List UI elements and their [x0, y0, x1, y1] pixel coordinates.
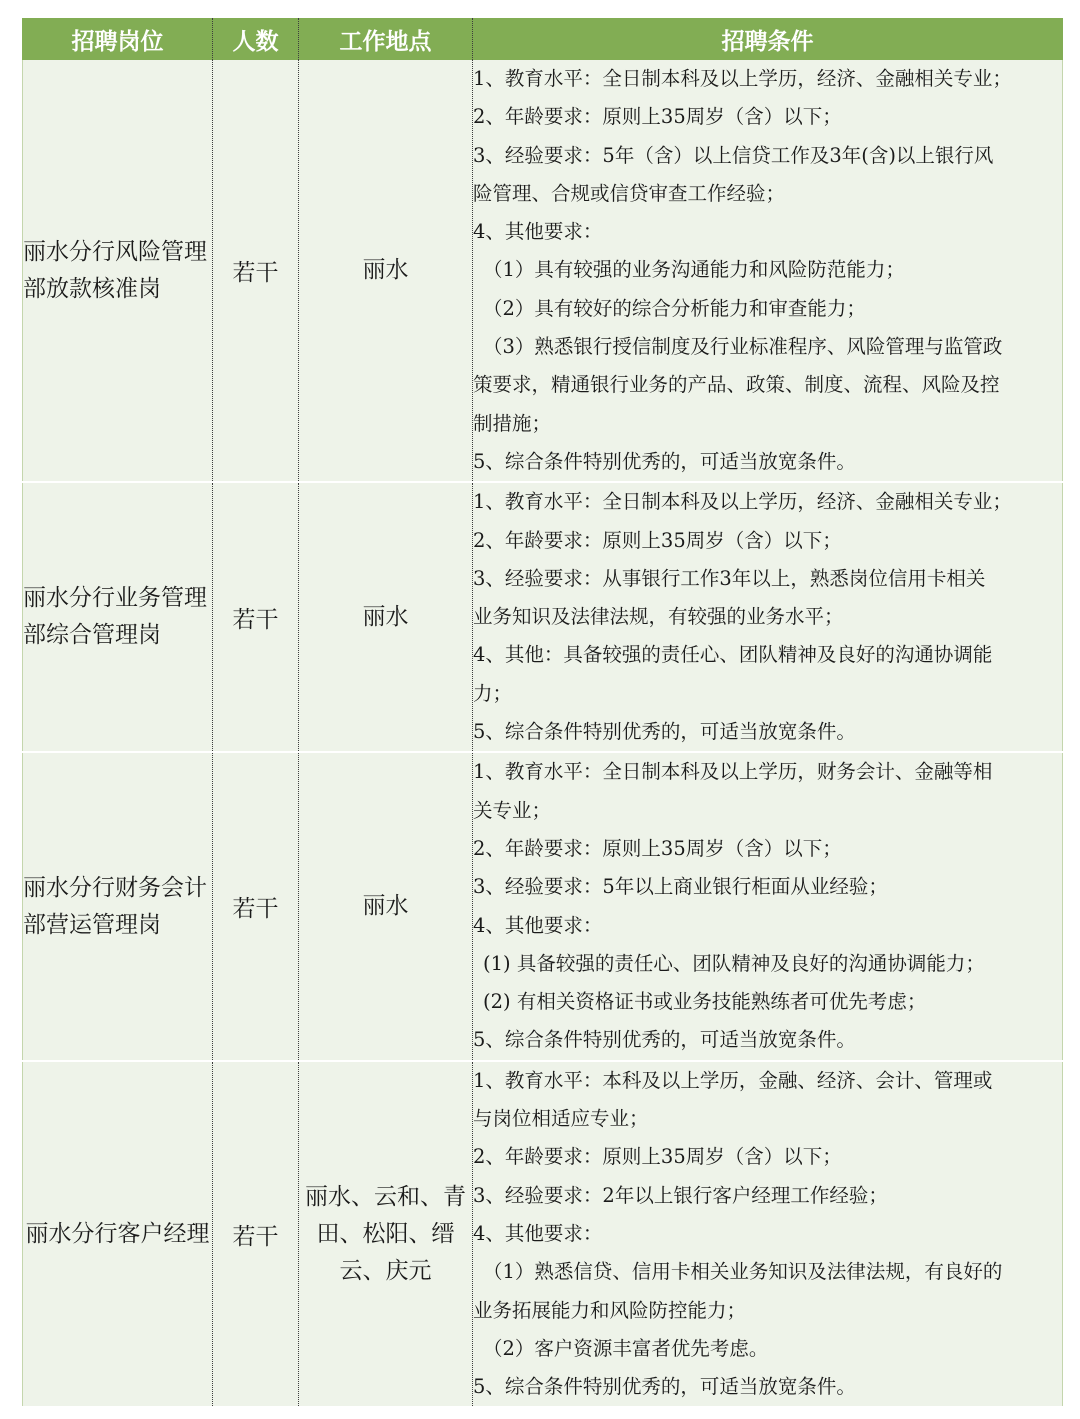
requirements-cell — [473, 1061, 1063, 1408]
header-position: 招聘岗位 — [23, 18, 213, 60]
header-count: 人数 — [213, 18, 299, 60]
table-row — [23, 60, 1063, 482]
location-cell: 丽水 — [299, 752, 473, 1060]
requirement-line: 2、年龄要求：原则上35周岁（含）以下； — [473, 528, 842, 552]
requirement-line: 4、其他要求： — [473, 1221, 603, 1245]
location-cell: 丽水 — [299, 482, 473, 752]
requirement-line: 2、年龄要求：原则上35周岁（含）以下； — [473, 1145, 842, 1169]
requirement-line: 制措施； — [473, 411, 552, 435]
table-row — [23, 1061, 1063, 1408]
requirement-line: 2、年龄要求：原则上35周岁（含）以下； — [473, 836, 842, 860]
location-cell: 丽水 — [299, 60, 473, 482]
location-cell: 丽水、云和、青田、松阳、缙云、庆元 — [299, 1061, 473, 1408]
requirement-line: 策要求，精通银行业务的产品、政策、制度、流程、风险及控 — [473, 373, 1000, 397]
requirement-line: 1、教育水平：全日制本科及以上学历，财务会计、金融等相 — [473, 760, 993, 784]
requirement-line: 5、综合条件特别优秀的，可适当放宽条件。 — [473, 1028, 856, 1052]
requirement-line: 4、其他要求： — [473, 220, 603, 244]
header-row — [23, 18, 1063, 60]
position-cell: 丽水分行风险管理部放款核准岗 — [23, 60, 213, 482]
header-requirements: 招聘条件 — [473, 18, 1063, 60]
requirement-line: （3）熟悉银行授信制度及行业标准程序、风险管理与监管政 — [483, 335, 1003, 359]
requirement-line: 4、其他：具备较强的责任心、团队精神及良好的沟通协调能 — [473, 643, 993, 667]
requirement-line: (2) 有相关资格证书或业务技能熟练者可优先考虑； — [483, 990, 927, 1014]
requirement-line: 2、年龄要求：原则上35周岁（含）以下； — [473, 105, 842, 129]
requirements-cell — [473, 482, 1063, 752]
requirement-line: 力； — [473, 681, 513, 705]
requirement-line: 3、经验要求：从事银行工作3年以上，熟悉岗位信用卡相关 — [473, 566, 986, 590]
position-cell: 丽水分行业务管理部综合管理岗 — [23, 482, 213, 752]
requirement-line: 与岗位相适应专业； — [473, 1107, 649, 1131]
requirement-line: 5、综合条件特别优秀的，可适当放宽条件。 — [473, 1375, 856, 1399]
requirement-line: 1、教育水平：本科及以上学历，金融、经济、会计、管理或 — [473, 1068, 993, 1092]
requirement-line: （1）具有较强的业务沟通能力和风险防范能力； — [483, 258, 905, 282]
requirement-line: 关专业； — [473, 798, 552, 822]
recruitment-table — [22, 18, 1063, 1408]
count-cell: 若干 — [213, 752, 299, 1060]
requirement-line: 3、经验要求：5年（含）以上信贷工作及3年(含)以上银行风 — [473, 143, 994, 167]
requirement-line: （1）熟悉信贷、信用卡相关业务知识及法律法规，有良好的 — [483, 1260, 1003, 1284]
table-row — [23, 482, 1063, 752]
header-location: 工作地点 — [299, 18, 473, 60]
requirement-line: 1、教育水平：全日制本科及以上学历，经济、金融相关专业； — [473, 67, 1012, 90]
position-cell: 丽水分行客户经理 — [23, 1061, 213, 1408]
count-cell: 若干 — [213, 60, 299, 482]
requirement-line: （2）具有较好的综合分析能力和审查能力； — [483, 296, 866, 320]
requirement-line: 5、综合条件特别优秀的，可适当放宽条件。 — [473, 449, 856, 473]
requirement-line: 险管理、合规或信贷审查工作经验； — [473, 181, 786, 205]
table-row — [23, 752, 1063, 1060]
requirement-line: （2）客户资源丰富者优先考虑。 — [483, 1336, 769, 1360]
requirement-line: 3、经验要求：2年以上银行客户经理工作经验； — [473, 1183, 888, 1207]
requirement-line: 业务知识及法律法规，有较强的业务水平； — [473, 605, 844, 629]
count-cell: 若干 — [213, 1061, 299, 1408]
requirement-line: 3、经验要求：5年以上商业银行柜面从业经验； — [473, 875, 888, 899]
position-cell: 丽水分行财务会计部营运管理岗 — [23, 752, 213, 1060]
requirement-line: (1) 具备较强的责任心、团队精神及良好的沟通协调能力； — [483, 951, 985, 975]
requirements-cell — [473, 752, 1063, 1060]
requirement-line: 5、综合条件特别优秀的，可适当放宽条件。 — [473, 720, 856, 744]
requirements-cell — [473, 60, 1063, 482]
count-cell: 若干 — [213, 482, 299, 752]
requirement-line: 业务拓展能力和风险防控能力； — [473, 1298, 747, 1322]
requirement-line: 4、其他要求： — [473, 913, 603, 937]
requirement-line: 1、教育水平：全日制本科及以上学历，经济、金融相关专业； — [473, 490, 1012, 514]
